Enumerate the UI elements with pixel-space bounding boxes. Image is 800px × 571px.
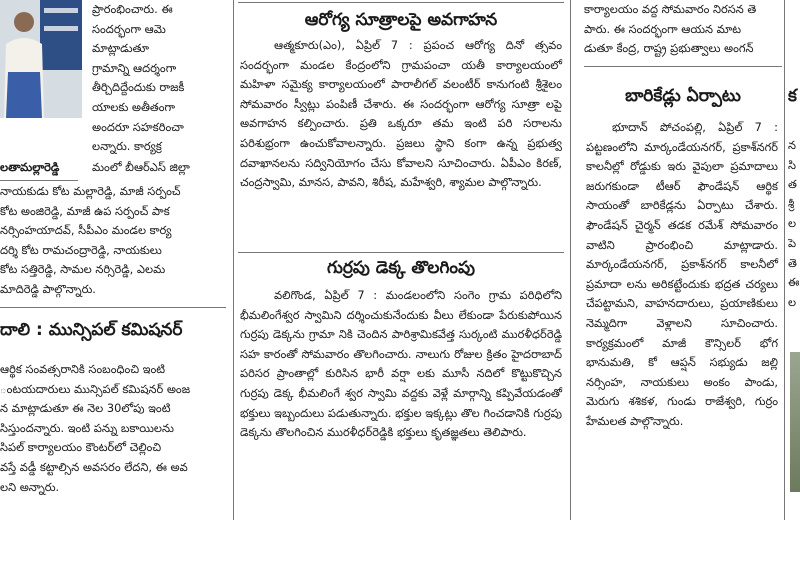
fragment-line: ఈ xyxy=(788,275,800,290)
photo-fragment xyxy=(790,352,800,492)
column-4-fragment xyxy=(788,0,800,571)
person-photo xyxy=(0,0,82,118)
body-line: సిపల్ కార్యాలయం కౌంటర్‌లో చెల్లించి xyxy=(0,440,162,455)
section-divider xyxy=(0,307,226,308)
body-line: కోట సత్తిరెడ్డి, సామల నర్సిరెడ్డి, ఎలమ xyxy=(0,262,166,277)
body-line: సిస్తుందన్నారు. ఇంటి పన్ను బకాయిలను xyxy=(0,420,174,435)
fragment-line: శ్రీ xyxy=(788,196,795,211)
caption-underline xyxy=(0,180,78,181)
photo-caption: లతామల్లారెడ్డి xyxy=(0,160,60,174)
article-2-body xyxy=(0,360,224,497)
column-1 xyxy=(0,0,226,571)
fragment-line: త xyxy=(788,177,797,192)
fragment-line: సి xyxy=(788,157,796,172)
article-barricades-setup: భూదాన్ పోచంపల్లి, ఏప్రిల్ 7 : పట్టణంలోని మార్కండేయనగర్, ప్రకాశ్‌నగర్ కాలనీల్లో రోడ్డుకు ఇరు వైపులా ప్రమాదాలు జరుగకుండా టీఆర్ ఫౌండేషన్ ఆర్థిక సాయంతో బారికేడ్లను ఏర్పాటు చేశారు. ఫౌండేషన్ చైర్మన్ తడక రమేశ్ సోమవారం వాటిని ప్రారంభించి మాట్లాడారు. మార్కండేయనగర్, ప్రకాశ్‌నగర్ కాలనీలో ప్రమాదా లను అరికట్టేందుకు భద్రత చర్యలు చేపట్టామని, వాహనదారులు, ప్రయాణికులు నెమ్మదిగా వెళ్లాలని సూచించారు. కార్యక్రమంలో మాజీ కౌన్సిలర్ భోగ భానుమతి, కో ఆప్షన్ సభ్యుడు జల్లి నర్సింహ, నాయకులు అంకం పాండు, మెరుగు శశికళ, గుండు రాజేశ్వరి, గుర్రం హేమలత పాల్గొన్నారు. xyxy=(586,120,778,428)
text-fragment xyxy=(788,136,800,312)
fragment-line: ల xyxy=(788,294,797,309)
body-line: మాదిరెడ్డి పాల్గొన్నారు. xyxy=(0,281,96,296)
section-divider xyxy=(238,252,564,253)
body-line: నాయకుడు కోట మల్లారెడ్డి, మాజీ సర్పంచ్ xyxy=(0,184,181,198)
article-1-lead-text xyxy=(92,0,224,157)
body-line: న మాట్లాడుతూ ఈ నెల 30లోపు ఇంటి xyxy=(0,401,171,416)
continued-article-top xyxy=(584,0,782,59)
body-line: డుతూ కేంద్ర, రాష్ట్ర ప్రభుత్వాలు అంగన్ xyxy=(584,41,754,56)
article-water-hyacinth-removal: వలిగొండ, ఏప్రిల్ 7 : మండలంలోని సంగెం గ్రామ పరిధిలోని భీమలింగేశ్వర స్వామిని దర్శించుకునేందుకు వీలు లేకుండా పేరుకుపోయిన గుర్రపు డెక్కను గ్రామా నికి చెందిన పారిశ్రామికవేత్త సుర్కంటి మురళీధర్‌రెడ్డి సహ కారంతో సోమవారం తొలగించారు. నాలుగు రోజుల క్రితం హైదరాబాద్ పరిసర ప్రాంతాల్లో కురిసిన భారీ వర్షా లకు మూసీ నదిలో కొట్టుకొచ్చిన గుర్రపు డెక్క భీమలింగే శ్వర స్వామి వద్దకు వెళ్లే మార్గాన్ని కప్పివేయడంతో భక్తులు ఇబ్బందులు పడుతున్నారు. భక్తుల ఇక్కట్లు తొల గించడానికి గుర్రపు డెక్కను తొలగించిన మురళీధర్‌రెడ్డికి భక్తులు కృతజ్ఞతలు తెలిపారు. xyxy=(240,288,562,440)
column-divider xyxy=(233,0,234,520)
headline-municipal-commissioner: దాలి : మున్సిపల్ కమిషనర్ xyxy=(0,320,183,340)
body-line: కోట అంజిరెడ్డి, మాజీ ఉప సర్పంచ్ పాక xyxy=(0,203,170,218)
headline-barricades-setup: బారికేడ్లు ఏర్పాటు xyxy=(625,86,741,106)
body-line: ంటయదారులు మున్సిపల్ కమిషనర్ అంజ xyxy=(0,381,191,396)
caption-row xyxy=(0,158,224,178)
headline-fragment: క xyxy=(788,86,797,106)
body-line: వస్తే వడ్డీ కట్టాల్సిన అవసరం లేదని, ఈ అవ xyxy=(0,459,188,474)
column-divider xyxy=(570,0,571,520)
fragment-line: తె xyxy=(788,255,797,270)
column-3 xyxy=(584,0,782,571)
headline-water-hyacinth-removal: గుర్రపు డెక్క తొలగింపు xyxy=(327,258,475,278)
body-line: నర్సింహయాదవ్, సీపీఎం మండల కార్య xyxy=(0,223,172,238)
body-line: కార్యాలయం వద్ద సోమవారం నిరసన తె xyxy=(584,2,757,16)
headline-health-awareness: ఆరోగ్య సూత్రాలపై అవగాహన xyxy=(304,10,498,30)
top-headline-rule xyxy=(238,2,564,3)
lead-line: సందర్భంగా ఆమె xyxy=(92,21,166,36)
section-divider xyxy=(584,66,782,67)
body-line: దర్శి కోట రామచంద్రారెడ్డి, నాయకులు xyxy=(0,242,162,257)
lead-line: ప్రారంభించారు. ఈ xyxy=(92,2,173,16)
lead-line: తీర్చిదిద్దేందుకు రాజకీ xyxy=(92,80,185,95)
body-line: పారు. ఈ సందర్భంగా ఆయన మాట xyxy=(584,21,742,36)
person-figure-icon xyxy=(0,0,82,118)
lead-line: మాట్లాడుతూ xyxy=(92,41,149,56)
lead-line: అందరూ సహకరించా xyxy=(92,119,184,134)
article-health-awareness: ఆత్మకూరు(ఎం), ఏప్రిల్ 7 : ప్రపంచ ఆరోగ్య దినో త్సవం సందర్భంగా మండల కేంద్రంలోని గ్రామపంచా యతీ కార్యాలయంలో మహిళా సమైక్య కార్యాలయంలో పారాలీగల్ వలంటీర్ కానుగంటి శ్రీశైలం సోమవారం స్వీట్లు పంపిణీ చేశారు. ఈ సందర్భంగా ఆరోగ్య సూత్రా లపై అవగాహన కల్పించారు. ప్రతి ఒక్కరూ తమ ఇంటి పరి సరాలను పరిశుభ్రంగా ఉంచుకోవాలన్నారు. ప్రజలు స్థాని కంగా ఉన్న ప్రభుత్వ దవాఖానలను సద్వినియోగం చేసు కోవాలని సూచించారు. ఏపీఎం కిరణ్, చంద్రస్వామి, మానస, పావని, శిరీష, మహేశ్వరి, శ్యామల పాల్గొన్నారు. xyxy=(240,38,562,190)
lead-line: లన్నారు. కార్యక్ర xyxy=(92,139,162,154)
fragment-line: న xyxy=(788,138,796,152)
lead-line: యాలకు అతీతంగా xyxy=(92,99,176,114)
caption-line: మంలో బీఆర్ఎస్ జిల్లా xyxy=(92,160,190,174)
fragment-line: ల xyxy=(788,216,797,231)
body-line: ఆర్థిక సంవత్సరానికి సంబంధించి ఇంటి xyxy=(0,362,166,376)
article-1-body xyxy=(0,182,224,300)
column-divider xyxy=(784,0,785,520)
body-line: లని అన్నారు. xyxy=(0,479,60,494)
lead-line: గ్రామాన్ని ఆదర్శంగా xyxy=(92,60,177,75)
fragment-line: పె xyxy=(788,235,797,250)
column-2 xyxy=(238,0,564,571)
